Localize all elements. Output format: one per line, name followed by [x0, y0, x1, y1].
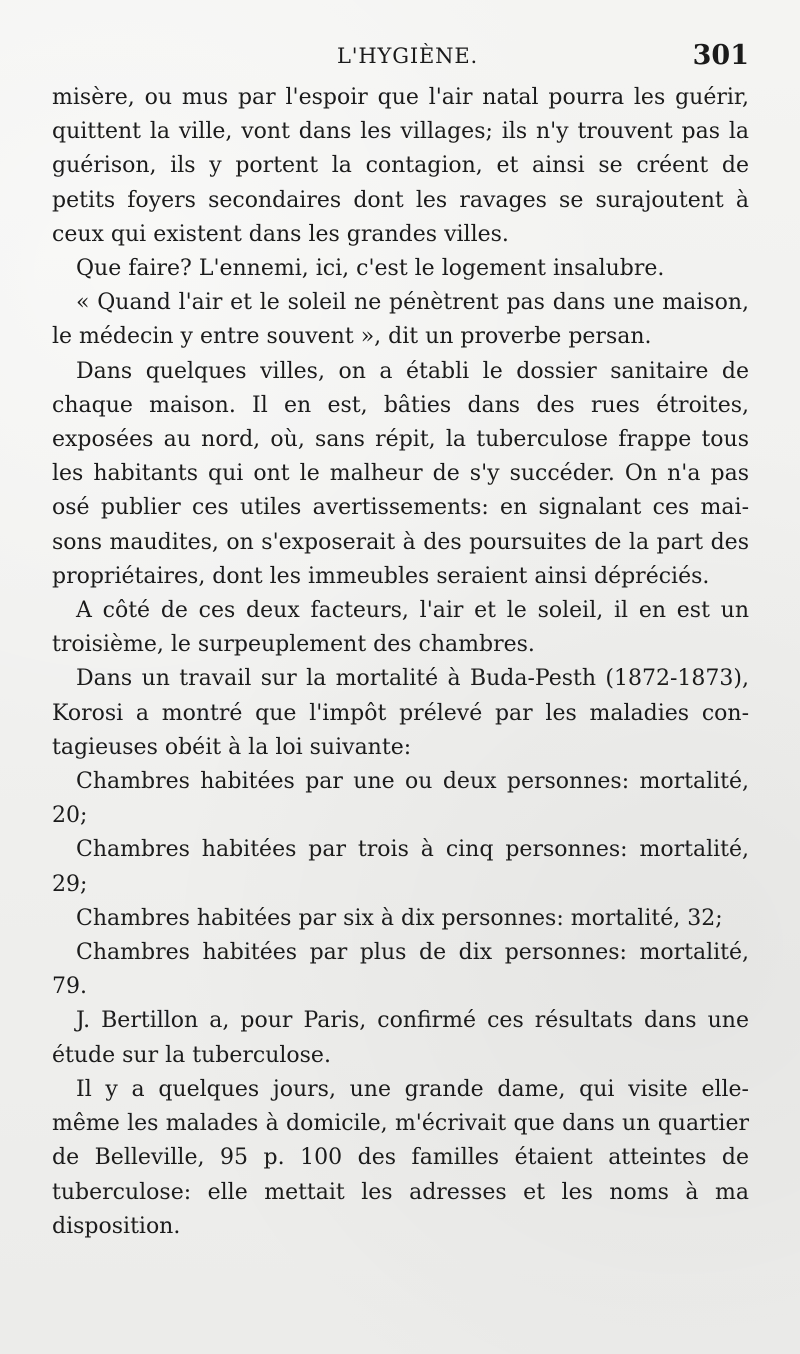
paragraph-third-factor: A côté de ces deux facteurs, l'air et le soleil, il en est un troisième, le surpeuplement des chambres. — [52, 598, 749, 658]
paragraph-belleville: Il y a quelques jours, une grande dame, qui visite elle-même les malades à domicile, m'écrivait que dans un quartier de Belleville, 95 p. 100 des familles étaient atteintes de tuberculose: elle mettait les adresses et les noms à ma disposition. — [52, 1076, 749, 1239]
mortality-rule-three-five: Chambres habitées par trois à cinq personnes: mortalité, 29; — [52, 837, 749, 897]
page-number: 301 — [692, 40, 749, 71]
paragraph-korosi-study: Dans un travail sur la mortalité à Buda-Pesth (1872-1873), Korosi a montré que l'impôt prélevé par les maladies contagieuses obéit à la loi suivante: — [52, 666, 749, 760]
paragraph-proverb: « Quand l'air et le soleil ne pénètrent pas dans une maison, le médecin y entre souvent », dit un proverbe persan. — [52, 290, 749, 350]
page-header — [0, 40, 800, 74]
body-text — [52, 81, 749, 1244]
mortality-rule-over-ten: Chambres habitées par plus de dix personnes: mortalité, 79. — [52, 940, 749, 1000]
paragraph-continuation: misère, ou mus par l'espoir que l'air natal pourra les guérir, quittent la ville, vont dans les villages; ils n'y trouvent pas la guérison, ils y portent la contagion, et ainsi se créent de petits foyers secondaires dont les ravages se surajoutent à ceux qui existent dans les grandes villes. — [52, 85, 749, 247]
paragraph-bertillon: J. Bertillon a, pour Paris, confirmé ces résultats dans une étude sur la tuberculose. — [52, 1008, 749, 1068]
mortality-rule-one-two: Chambres habitées par une ou deux personnes: mortalité, 20; — [52, 769, 749, 829]
paragraph-sanitary-file: Dans quelques villes, on a établi le dossier sanitaire de chaque maison. Il en est, bâties dans des rues étroites, exposées au nord, où, sans répit, la tuberculose frappe tous les habitants qui ont le malheur de s'y succéder. On n'a pas osé publier ces utiles avertissements: en signalant ces maisons maudites, on s'exposerait à des poursuites de la part des propriétaires, dont les immeubles seraient ainsi dépréciés. — [52, 358, 749, 589]
mortality-rule-six-ten: Chambres habitées par six à dix personnes: mortalité, 32; — [76, 905, 723, 931]
running-head: L'HYGIÈNE. — [337, 44, 479, 68]
paragraph-question: Que faire? L'ennemi, ici, c'est le logement insalubre. — [76, 256, 665, 282]
